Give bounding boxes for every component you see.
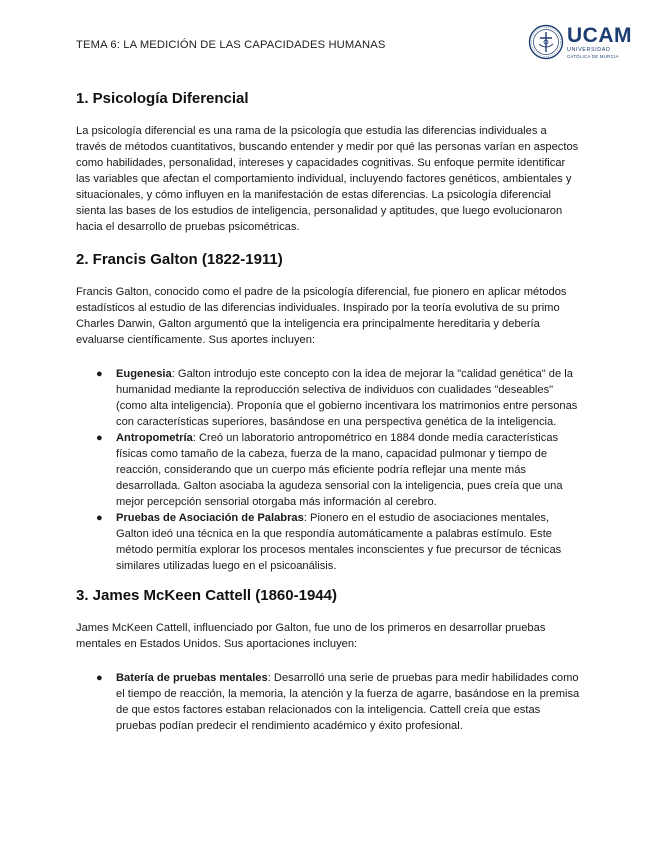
list-item-term: Pruebas de Asociación de Palabras [116,512,304,524]
list-item [76,670,580,734]
bullet-list [76,670,580,734]
section-paragraph: James McKeen Cattell, influenciado por Galton, fue uno de los primeros en desarrollar pruebas mentales en Estados Unidos. Sus aportaciones incluyen: [76,622,546,650]
list-item-term: Antropometría [116,432,193,444]
logo-wordmark [567,25,632,59]
logo-name: UCAM [567,24,632,48]
list-item-term: Eugenesia [116,368,172,380]
ucam-logo [528,24,632,60]
section-paragraph: Francis Galton, conocido como el padre de la psicología diferencial, fue pionero en aplicar métodos estadísticos al estudio de las diferencias individuales. Inspirado por la teoría evolutiva de su primo Charles Darwin, Galton argumentó que la inteligencia era principalmente hereditaria y debería evaluarse científicamente. Sus aportes incluyen: [76,286,567,346]
bullet-icon: ● [96,432,103,444]
document-title: TEMA 6: LA MEDICIÓN DE LAS CAPACIDADES HUMANAS [76,39,386,51]
page-header [76,24,632,68]
list-item-text: : Galton introdujo este concepto con la idea de mejorar la "calidad genética" de la humanidad mediante la reproducción selectiva de individuos con cualidades "deseables" (como alta inteligencia). Proponía que el gobierno incentivara los matrimonios entre personas con características superiores, basándose en una perspectiva genética de la inteligencia. [116,368,578,428]
bullet-list [76,366,580,574]
bullet-icon: ● [96,512,103,524]
list-item [76,510,580,574]
bullet-icon: ● [96,368,103,380]
university-seal-icon [528,24,564,60]
list-item [76,366,580,430]
list-item-text: : Creó un laboratorio antropométrico en 1884 donde medía características físicas como tamaño de la cabeza, fuerza de la mano, capacidad pulmonar y tiempo de reacción, considerando que un cuerpo más eficiente podría reflejar una mente más desarrollada. Galton asociaba la agudeza sensorial con la inteligencia, pues creía que una mejor percepción sensorial otorgaba más información al cerebro. [116,432,563,508]
section-heading-psicologia-diferencial: 1. Psicología Diferencial [76,90,249,107]
list-item-text: : Pionero en el estudio de asociaciones mentales, Galton ideó una técnica en la que respondía automáticamente a palabras estímulo. Este método permitía explorar los procesos mentales inconscientes y fue precursor de técnicas similares utilizadas luego en el psicoanálisis. [116,512,562,572]
section-heading-james-cattell: 3. James McKeen Cattell (1860-1944) [76,587,337,604]
section-heading-francis-galton: 2. Francis Galton (1822-1911) [76,251,283,268]
bullet-icon: ● [96,672,103,684]
logo-subtitle-2: CATÓLICA DE MURCIA [567,53,619,59]
section-paragraph: La psicología diferencial es una rama de la psicología que estudia las diferencias individuales a través de métodos cuantitativos, buscando entender y medir por qué las personas varían en aspectos como habilidades, personalidad, intereses y capacidades cognitivas. Su enfoque permite identificar las variables que afectan el comportamiento individual, incluyendo factores genéticos, ambientales y situacionales, y cómo influyen en la manifestación de estas diferencias. La psicología diferencial sienta las bases de los estudios de inteligencia, personalidad y aptitudes, que luego evolucionaron hacia el desarrollo de pruebas psicométricas. [76,125,579,233]
logo-subtitle: UNIVERSIDAD [567,47,611,54]
list-item [76,430,580,510]
list-item-text: : Desarrolló una serie de pruebas para medir habilidades como el tiempo de reacción, la memoria, la atención y la fuerza de agarre, basándose en la premisa de que estos factores estaban relacionados con la inteligencia. Cattell creía que estas pruebas podían predecir el rendimiento académico y éxito profesional. [116,672,580,732]
document-body [76,90,580,734]
list-item-term: Batería de pruebas mentales [116,672,268,684]
